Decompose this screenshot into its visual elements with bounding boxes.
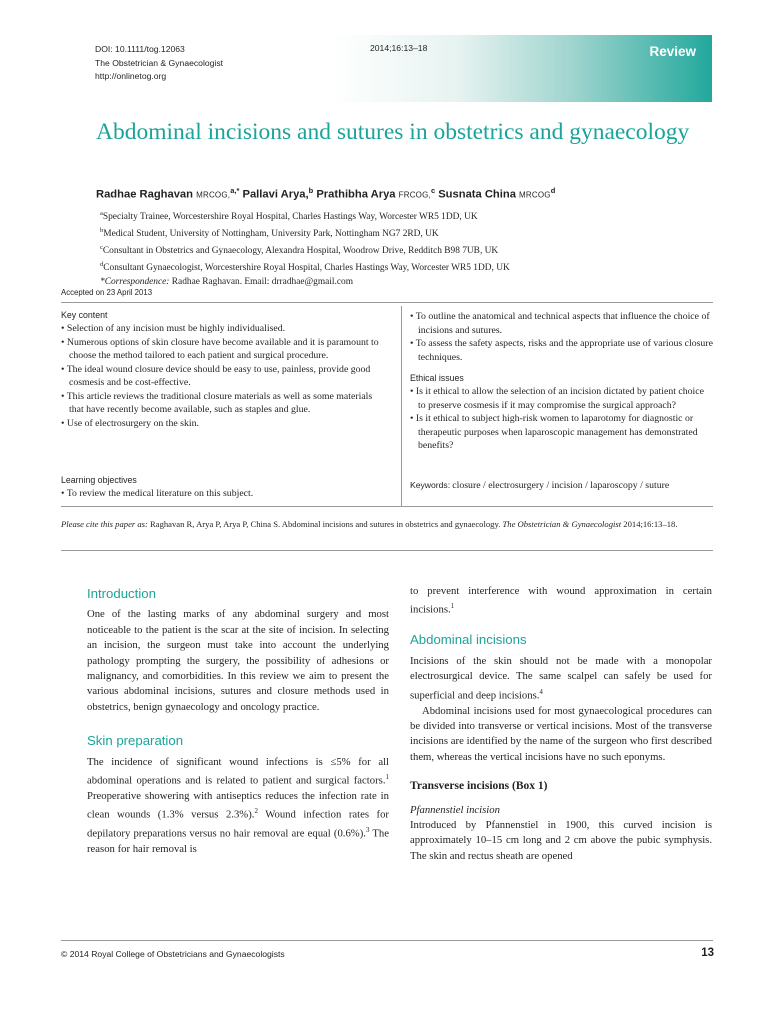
author-list [96, 186, 716, 201]
section-heading: Abdominal incisions [410, 632, 527, 648]
affiliations [100, 207, 710, 289]
paragraph [410, 584, 712, 618]
list-item: • The ideal wound closure device should be easy to use, painless, provide good cosmesis and be cost-effective. [61, 363, 371, 388]
journal-name: The Obstetrician & Gynaecologist [95, 57, 224, 68]
affil-text: Consultant in Obstetrics and Gynaecology, Alexandra Hospital, Woodrow Drive, Redditch B98 7UB, UK [102, 246, 499, 257]
author-degree: MRCOG, [196, 190, 231, 200]
author-affil-sup: d [550, 186, 556, 195]
ref-sup[interactable]: 1 [450, 602, 455, 611]
affil-sup: c [100, 244, 103, 252]
keywords-label: Keywords: [410, 480, 451, 490]
header-citation: 2014;16:13–18 [370, 43, 428, 53]
affiliation-line [100, 241, 710, 258]
list-item: • To review the medical literature on this subject. [61, 488, 254, 499]
affil-text: Medical Student, University of Nottingham, University Park, Nottingham NG7 2RD, UK [103, 229, 439, 240]
author-affil-sup: b [308, 186, 314, 195]
cite-text: Raghavan R, Arya P, Arya P, China S. Abdominal incisions and sutures in obstetrics and gynaecology. [147, 519, 503, 529]
section-heading: Introduction [87, 586, 156, 601]
affil-sup: a [100, 210, 103, 217]
text-run: Incisions of the skin should not be made with a monopolar electrosurgical device. The same scalpel can safely be used for superficial and deep incisions. [410, 654, 712, 702]
section-heading: Skin preparation [87, 733, 184, 749]
paragraph [87, 755, 389, 858]
cite-ref: 2014;16:13–18. [623, 519, 678, 529]
learning-objectives [61, 475, 386, 501]
cite-journal: The Obstetrician & Gynaecologist [502, 519, 622, 529]
footer-copyright: © 2014 Royal College of Obstetricians and Gynaecologists [61, 949, 285, 959]
text-run: to prevent interference with wound approximation in certain incisions. [410, 585, 712, 616]
learning-objectives-heading: Learning objectives [61, 475, 137, 485]
body-column-left [87, 586, 389, 858]
correspondence-text: Radhae Raghavan. Email: drradhae@gmail.com [169, 276, 354, 287]
keywords-text: closure / electrosurgery / incision / laparoscopy / suture [452, 480, 670, 491]
body-column-right [410, 584, 712, 864]
correspondence-line [100, 276, 710, 289]
affil-text: Specialty Trainee, Worcestershire Royal Hospital, Charles Hastings Way, Worcester WR5 1DD, UK [102, 212, 478, 223]
affil-sup: b [100, 227, 104, 235]
affiliation-line [100, 207, 710, 224]
author-name: Radhae Raghavan [96, 188, 193, 201]
key-content-heading: Key content [61, 310, 108, 320]
author-name: Susnata China [438, 188, 516, 201]
key-content-left [61, 310, 386, 430]
key-content-right [410, 310, 714, 453]
ethical-issues-heading: Ethical issues [410, 373, 464, 383]
affiliation-line [100, 224, 710, 241]
list-item: • Numerous options of skin closure have become available and it is paramount to choose the method tailored to each patient and surgical procedure. [61, 336, 379, 361]
author-affil-sup: a,* [230, 186, 240, 195]
doi-text: DOI: 10.1111/tog.12063 [95, 44, 185, 54]
ref-sup[interactable]: 1 [385, 773, 389, 782]
subsection-heading: Transverse incisions (Box 1) [410, 780, 548, 793]
text-run: Wound infection rates for depilatory preparations versus no hair removal are equal (0.6%). [87, 809, 389, 840]
author-affil-sup: c [430, 186, 436, 195]
paragraph: Abdominal incisions used for most gynaecological procedures can be divided into transverse or vertical incisions. Most of the transverse incisions are identified by the name of the surgeon who first described them, whereas the vertical incisions have no such eponyms. [410, 704, 712, 763]
list-item: • Use of electrosurgery on the skin. [61, 417, 199, 429]
box-column-divider [401, 306, 402, 506]
paragraph: One of the lasting marks of any abdominal surgery and most noticeable to the patient is the scar at the site of incision. In selecting an incision, the surgeon must take into account the underlying pathology prompting the surgery, the possibility of adhesions or malignancy, and comorbidities. In this review we aim to present the various abdominal incisions, sutures and closure methods used in obstetrics, benign gynaecology and oncology practice. [87, 608, 389, 713]
ref-sup[interactable]: 3 [365, 826, 370, 835]
page-number: 13 [701, 947, 714, 959]
affiliation-line [100, 258, 710, 275]
author-degree: MRCOG [519, 190, 551, 200]
author-name: Prathibha Arya [316, 188, 396, 201]
author-name: Pallavi Arya, [242, 188, 309, 201]
paragraph: Introduced by Pfannenstiel in 1900, this curved incision is approximately 10–15 cm long and 2 cm above the pubic symphysis. The skin and rectus sheath are opened [410, 819, 712, 862]
list-item: • To assess the safety aspects, risks and the appropriate use of various closure techniques. [410, 338, 713, 363]
text-run: Preoperative showering with antiseptics reduces the infection rate in clean wounds (1.3% versus 2.3%). [87, 790, 389, 821]
list-item: • Is it ethical to allow the selection of an incision dictated by patient choice to preserve cosmesis if it may compromise the surgical approach? [410, 386, 704, 411]
paragraph [410, 654, 712, 704]
author-degree: FRCOG, [398, 190, 431, 200]
subsubsection-heading: Pfannenstiel incision [410, 803, 500, 816]
affil-text: Consultant Gynaecologist, Worcestershire Royal Hospital, Charles Hastings Way, Worcester WR5 1DD, UK [103, 263, 510, 274]
list-item: • To outline the anatomical and technical aspects that influence the choice of incisions and sutures. [410, 311, 710, 336]
ref-sup[interactable]: 2 [254, 807, 258, 816]
text-run: The incidence of significant wound infections is ≤5% for all abdominal operations and is related to patient and surgical factors. [87, 755, 389, 787]
journal-url[interactable]: http://onlinetog.org [95, 71, 167, 81]
journal-info [95, 43, 223, 84]
correspondence-label: *Correspondence: [100, 276, 170, 287]
affil-sup: d [100, 261, 104, 269]
ref-sup[interactable]: 4 [539, 687, 543, 696]
divider [61, 550, 713, 551]
cite-label: Please cite this paper as: [61, 519, 148, 529]
accepted-date: Accepted on 23 April 2013 [61, 288, 153, 297]
divider [61, 302, 713, 303]
list-item: • Is it ethical to subject high-risk women to laparotomy for diagnostic or therapeutic purposes when laparoscopic management has demonstrated benefits? [410, 413, 698, 451]
keywords [410, 480, 714, 491]
list-item: • This article reviews the traditional closure materials as well as some materials that have recently become available, such as staples and glue. [61, 390, 373, 415]
article-title: Abdominal incisions and sutures in obstetrics and gynaecology [96, 119, 690, 145]
text-run: The reason for hair removal is [87, 827, 389, 856]
cite-as [61, 518, 713, 532]
article-type-badge: Review [649, 44, 696, 59]
list-item: • Selection of any incision must be highly individualised. [61, 323, 286, 334]
footer-divider [61, 940, 713, 941]
